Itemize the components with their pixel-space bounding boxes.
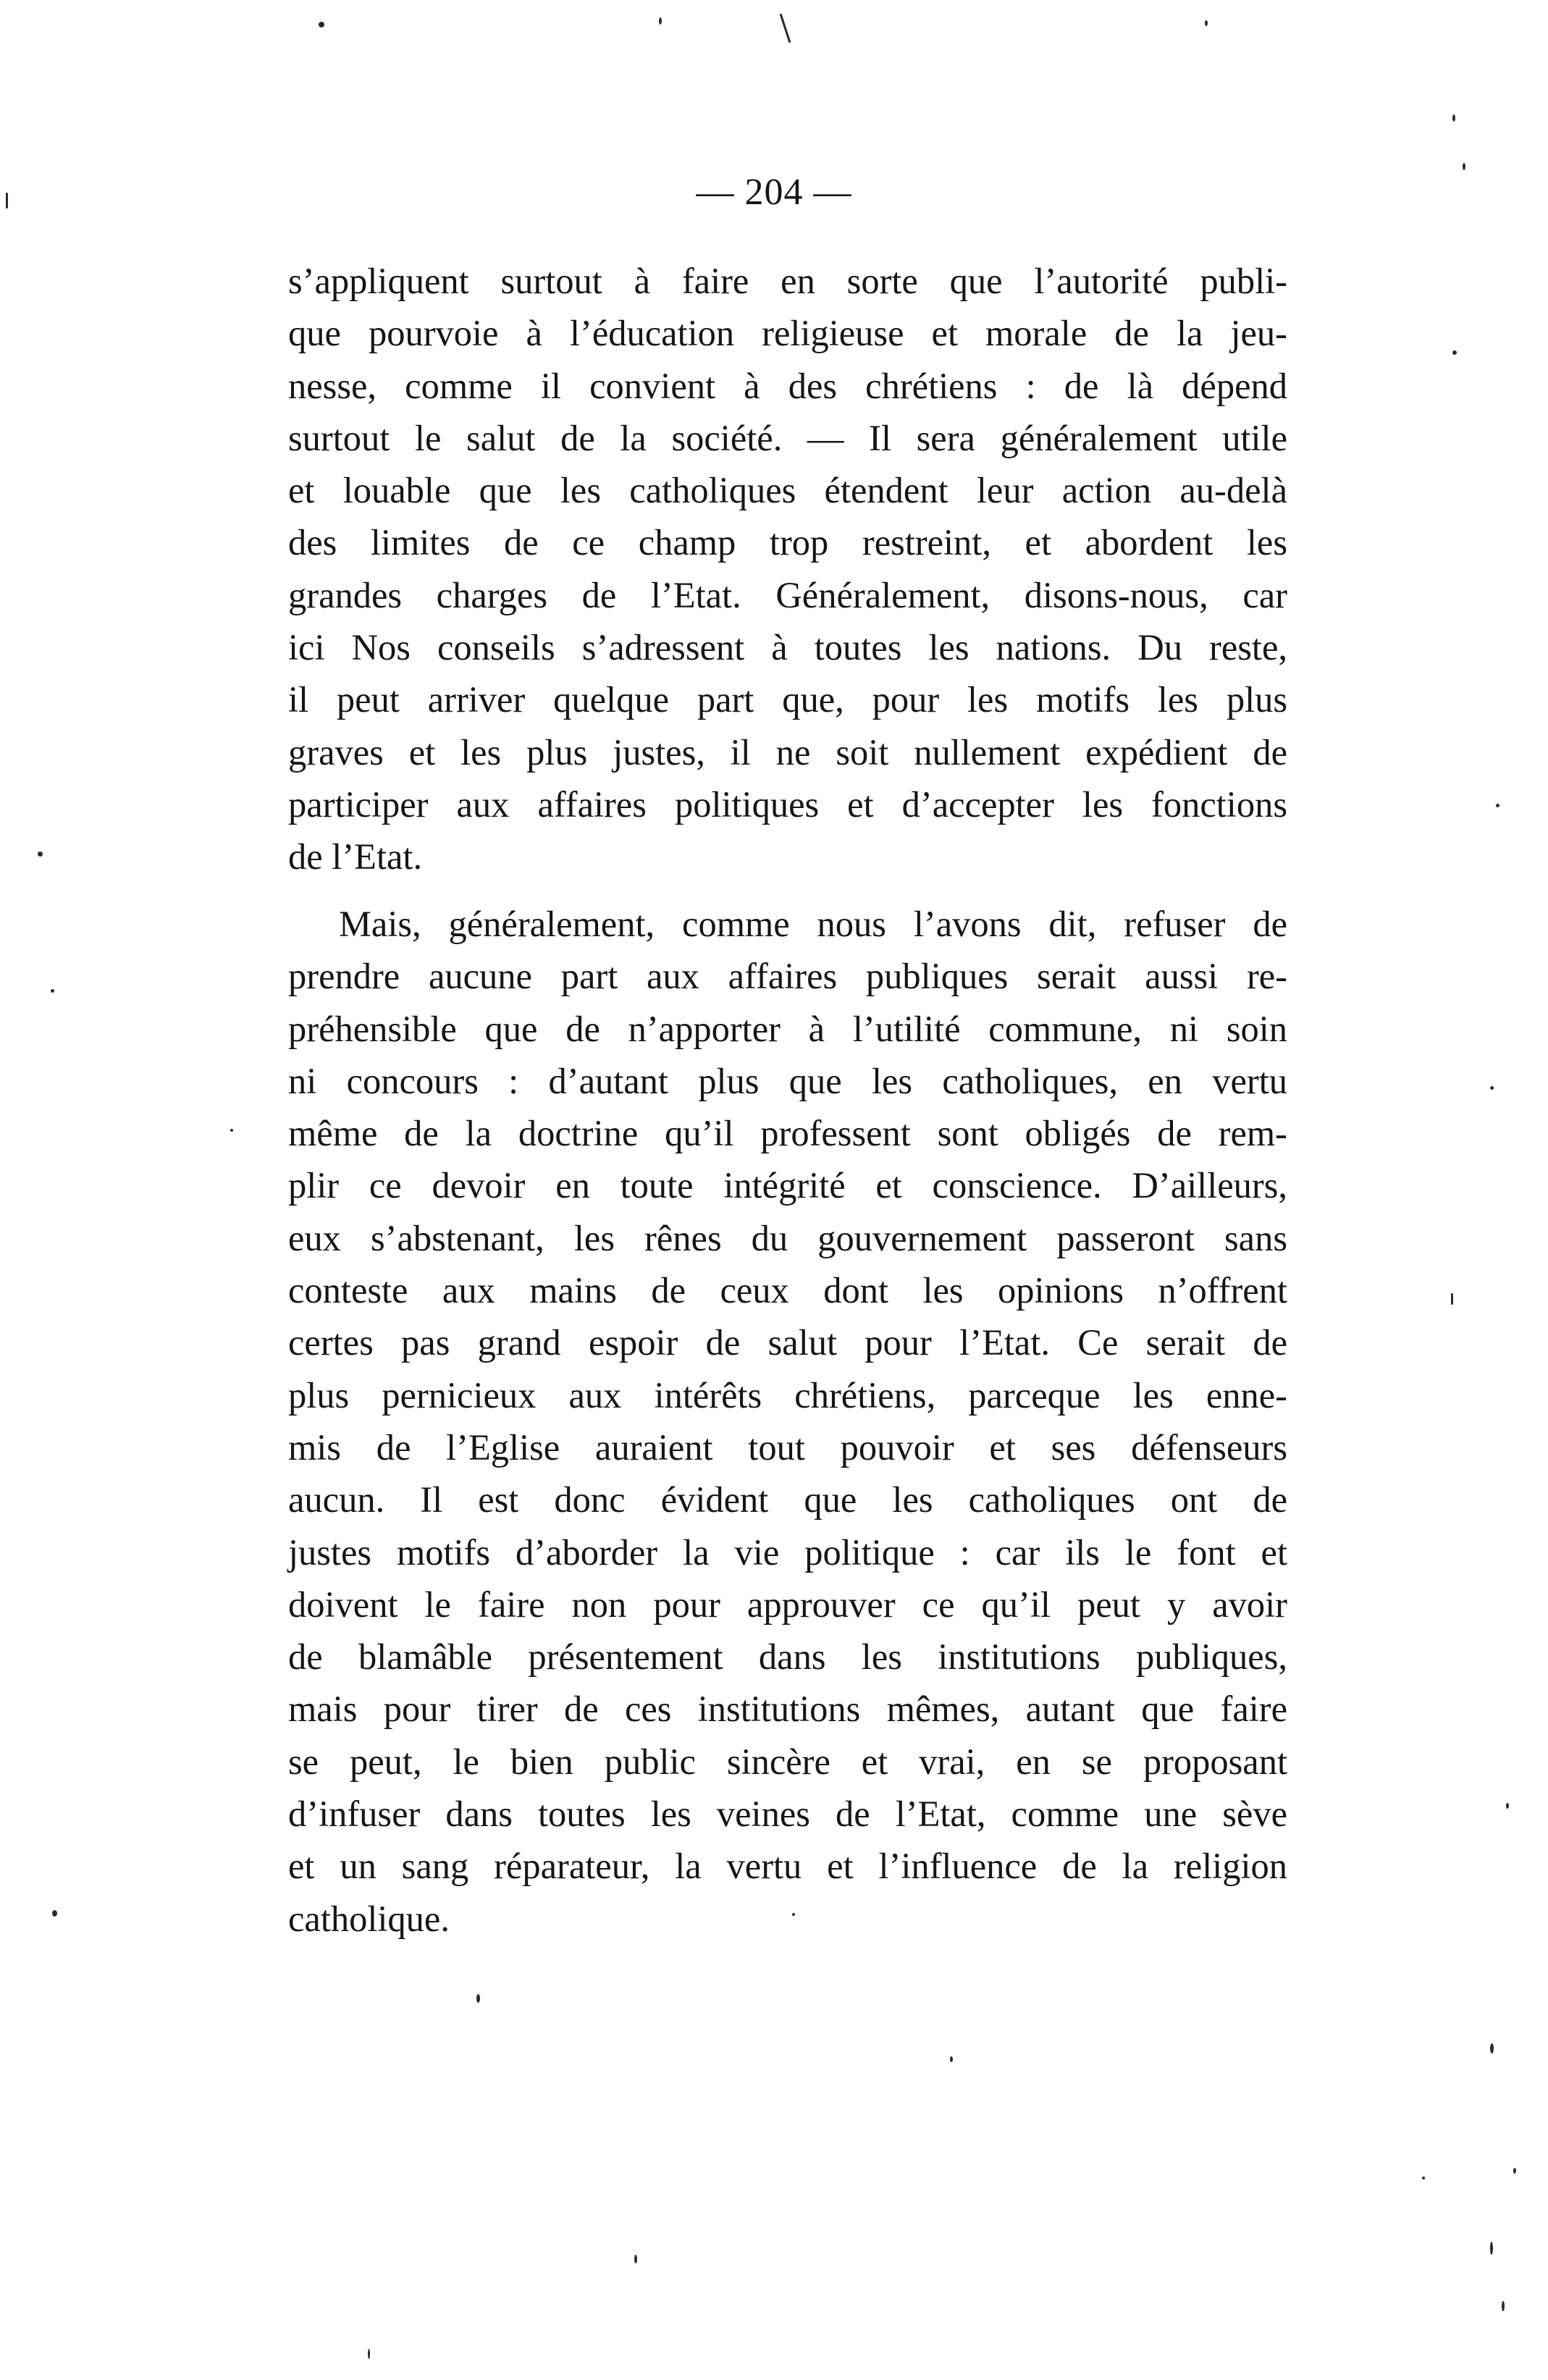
page-number: — 204 —: [696, 172, 852, 213]
scan-speck: [1496, 804, 1499, 807]
scan-speck: [319, 22, 324, 28]
scan-speck: [1463, 163, 1465, 170]
text-line: conteste aux mains de ceux dont les opinions n’offrent: [288, 1270, 1287, 1311]
scan-speck: [1452, 114, 1455, 122]
text-line: ici Nos conseils s’adressent à toutes les nations. Du reste,: [288, 627, 1287, 668]
scan-speck: [659, 17, 662, 25]
text-line: catholique.: [288, 1898, 450, 1939]
text-line: doivent le faire non pour approuver ce qu’il peut y avoir: [288, 1584, 1287, 1625]
scan-speck: [476, 1994, 480, 2003]
scan-speck: [792, 1913, 795, 1916]
text-line: grandes charges de l’Etat. Généralement, disons-nous, car: [288, 574, 1287, 615]
text-line: justes motifs d’aborder la vie politique : car ils le font et: [288, 1531, 1287, 1573]
scan-speck: [1205, 20, 1208, 26]
paragraph-1: [288, 255, 1287, 883]
text-line: graves et les plus justes, il ne soit nullement expédient de: [288, 731, 1287, 773]
scan-speck: [230, 1129, 233, 1132]
text-line: nesse, comme il convient à des chrétiens : de là dépend: [288, 365, 1287, 406]
scan-speck: [1490, 2242, 1493, 2255]
text-line: et un sang réparateur, la vertu et l’influence de la religion: [288, 1846, 1287, 1887]
text-line: que pourvoie à l’éducation religieuse et morale de la jeu-: [288, 313, 1287, 354]
text-line: mis de l’Eglise auraient tout pouvoir et ses défenseurs: [288, 1426, 1287, 1468]
text-line: de blamâble présentement dans les institutions publiques,: [288, 1636, 1287, 1678]
text-line: plus pernicieux aux intérêts chrétiens, parceque les enne-: [288, 1374, 1287, 1416]
scan-speck: [1490, 1086, 1494, 1090]
text-line: mais pour tirer de ces institutions mêmes, autant que faire: [288, 1689, 1287, 1730]
scan-speck: [1490, 2043, 1494, 2053]
scan-speck: [950, 2056, 953, 2062]
scan-speck: [1513, 2168, 1516, 2174]
text-line: certes pas grand espoir de salut pour l’Etat. Ce serait de: [288, 1322, 1287, 1363]
scan-speck: [51, 989, 54, 993]
text-line: ni concours : d’autant plus que les catholiques, en vertu: [288, 1060, 1287, 1101]
scan-speck: [1451, 1293, 1453, 1305]
scan-speck: [6, 193, 8, 209]
text-line: se peut, le bien public sincère et vrai, en se proposant: [288, 1741, 1287, 1782]
text-line: préhensible que de n’apporter à l’utilité commune, ni soin: [288, 1008, 1287, 1049]
text-line: s’appliquent surtout à faire en sorte que l’autorité publi-: [288, 261, 1287, 301]
scan-speck: [1502, 2301, 1505, 2311]
text-line: aucun. Il est donc évident que les catholiques ont de: [288, 1479, 1287, 1521]
scan-speck: [38, 851, 43, 857]
text-line: de l’Etat.: [288, 836, 423, 878]
text-line: d’infuser dans toutes les veines de l’Etat, comme une sève: [288, 1794, 1287, 1835]
text-line: et louable que les catholiques étendent leur action au-delà: [288, 470, 1287, 511]
scan-speck: [1422, 2177, 1425, 2179]
scan-speck: [52, 1910, 57, 1917]
scan-speck: [1506, 1803, 1509, 1809]
text-line: eux s’abstenant, les rênes du gouvernement passeront sans: [288, 1217, 1287, 1258]
scan-speck: [634, 2255, 637, 2263]
text-line: surtout le salut de la société. — Il sera généralement utile: [288, 417, 1287, 458]
text-line: Mais, généralement, comme nous l’avons dit, refuser de: [339, 904, 1287, 944]
text-line: plir ce devoir en toute intégrité et conscience. D’ailleurs,: [288, 1165, 1287, 1206]
scan-speck: [780, 14, 791, 43]
text-line: il peut arriver quelque part que, pour les motifs les plus: [288, 679, 1287, 720]
text-line: des limites de ce champ trop restreint, et abordent les: [288, 522, 1287, 563]
paragraph-2: [288, 898, 1287, 1945]
text-line: même de la doctrine qu’il professent sont obligés de rem-: [288, 1113, 1287, 1154]
text-line: participer aux affaires politiques et d’accepter les fonctions: [288, 783, 1287, 825]
scan-speck: [368, 2349, 370, 2359]
text-line: prendre aucune part aux affaires publiques serait aussi re-: [288, 956, 1287, 997]
scan-speck: [1452, 350, 1457, 355]
